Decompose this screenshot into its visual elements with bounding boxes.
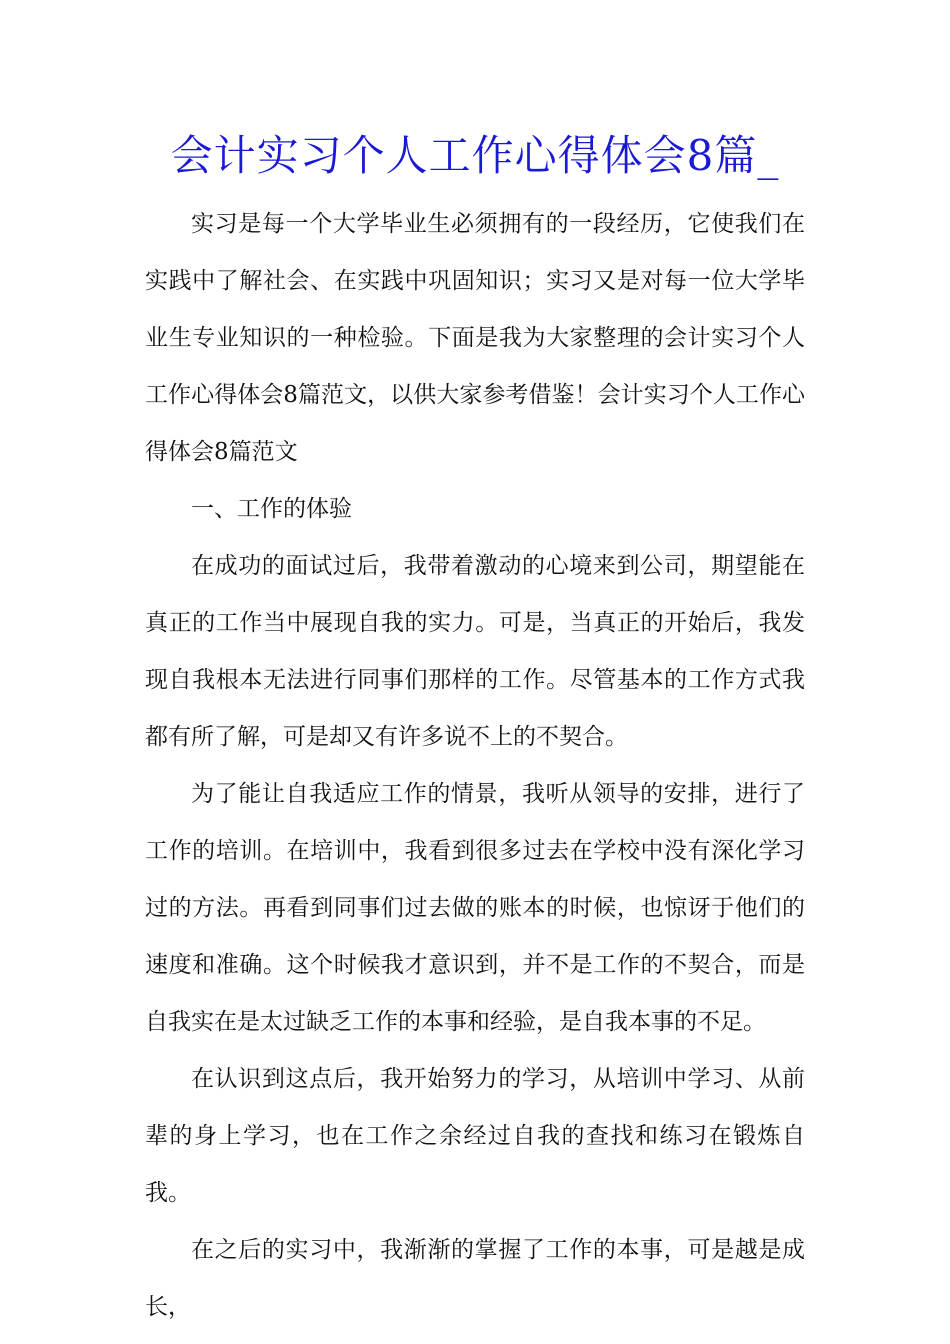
intro-paragraph: 实习是每一个大学毕业生必须拥有的一段经历，它使我们在实践中了解社会、在实践中巩固知识；实习又是对每一位大学毕业生专业知识的一种检验。下面是我为大家整理的会计实习个人工作心得体会8篇范文，以供大家参考借鉴！会计实习个人工作心得体会8篇范文 xyxy=(145,211,805,465)
section-heading: 一、工作的体验 xyxy=(191,496,352,522)
body-paragraph: 为了能让自我适应工作的情景，我听从领导的安排，进行了工作的培训。在培训中，我看到很多过去在学校中没有深化学习过的方法。再看到同事们过去做的账本的时候，也惊讶于他们的速度和准确。这个时候我才意识到，并不是工作的不契合，而是自我实在是太过缺乏工作的本事和经验，是自我本事的不足。 xyxy=(145,781,805,1035)
body-paragraph: 在成功的面试过后，我带着激动的心境来到公司，期望能在真正的工作当中展现自我的实力。可是，当真正的开始后，我发现自我根本无法进行同事们那样的工作。尽管基本的工作方式我都有所了解，可是却又有许多说不上的不契合。 xyxy=(145,553,805,750)
body-paragraph: 在之后的实习中，我渐渐的掌握了工作的本事，可是越是成长， xyxy=(145,1237,805,1320)
document-body xyxy=(145,196,805,1336)
document-title: 会计实习个人工作心得体会8篇_ xyxy=(170,131,780,180)
body-paragraph: 在认识到这点后，我开始努力的学习，从培训中学习、从前辈的身上学习，也在工作之余经过自我的查找和练习在锻炼自我。 xyxy=(145,1066,805,1206)
